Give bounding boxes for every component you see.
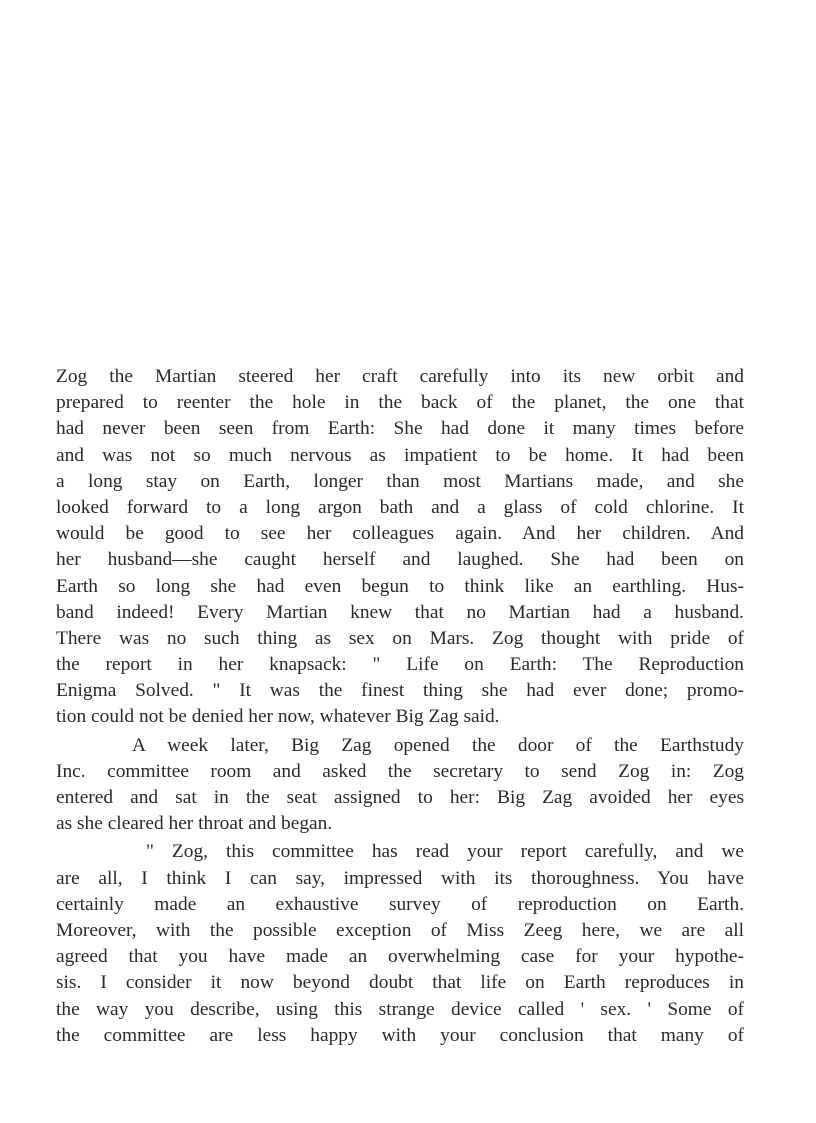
text-line: a long stay on Earth, longer than most Martians made, and she xyxy=(56,470,744,492)
text-line: Enigma Solved. " It was the finest thing she had ever done; promo- xyxy=(56,680,744,702)
text-line: Zog the Martian steered her craft carefully into its new orbit and xyxy=(56,366,744,387)
text-line: are all, I think I can say, impressed with its thoroughness. You have xyxy=(56,867,744,889)
text-line: Inc. committee room and asked the secretary to send Zog in: Zog xyxy=(56,760,744,782)
text-line: the report in her knapsack: " Life on Earth: The Reproduction xyxy=(56,654,744,676)
text-line: had never been seen from Earth: She had done it many times before xyxy=(56,418,744,440)
text-line: A week later, Big Zag opened the door of the Earthstudy xyxy=(132,734,744,756)
paragraph-2 xyxy=(56,733,744,838)
text-line: entered and sat in the seat assigned to her: Big Zag avoided her eyes xyxy=(56,787,744,808)
text-line: and was not so much nervous as impatient to be home. It had been xyxy=(56,444,744,466)
text-line: agreed that you have made an overwhelming case for your hypothe- xyxy=(56,946,744,968)
text-line: tion could not be denied her now, whatever Big Zag said. xyxy=(56,706,500,728)
paragraph-1 xyxy=(56,364,744,731)
text-line: Earth so long she had even begun to think like an earthling. Hus- xyxy=(56,575,744,597)
text-line: certainly made an exhaustive survey of reproduction on Earth. xyxy=(56,893,744,915)
text-line: sis. I consider it now beyond doubt that life on Earth reproduces in xyxy=(56,972,744,994)
text-line: would be good to see her colleagues again. And her children. And xyxy=(56,523,744,545)
text-line: the way you describe, using this strange device called ' sex. ' Some of xyxy=(56,998,744,1020)
paragraph-3 xyxy=(56,839,744,1049)
text-line: Moreover, with the possible exception of Miss Zeeg here, we are all xyxy=(56,919,744,941)
text-line: band indeed! Every Martian knew that no Martian had a husband. xyxy=(56,601,744,623)
text-line: looked forward to a long argon bath and a glass of cold chlorine. It xyxy=(56,496,744,518)
text-line: her husband—she caught herself and laughed. She had been on xyxy=(56,549,744,571)
text-line: There was no such thing as sex on Mars. Zog thought with pride of xyxy=(56,627,744,649)
text-line: prepared to reenter the hole in the back of the planet, the one that xyxy=(56,392,744,414)
text-line: the committee are less happy with your conclusion that many of xyxy=(56,1024,744,1046)
text-line: " Zog, this committee has read your report carefully, and we xyxy=(146,841,744,863)
body-text xyxy=(56,364,744,1049)
text-line: as she cleared her throat and began. xyxy=(56,813,333,835)
